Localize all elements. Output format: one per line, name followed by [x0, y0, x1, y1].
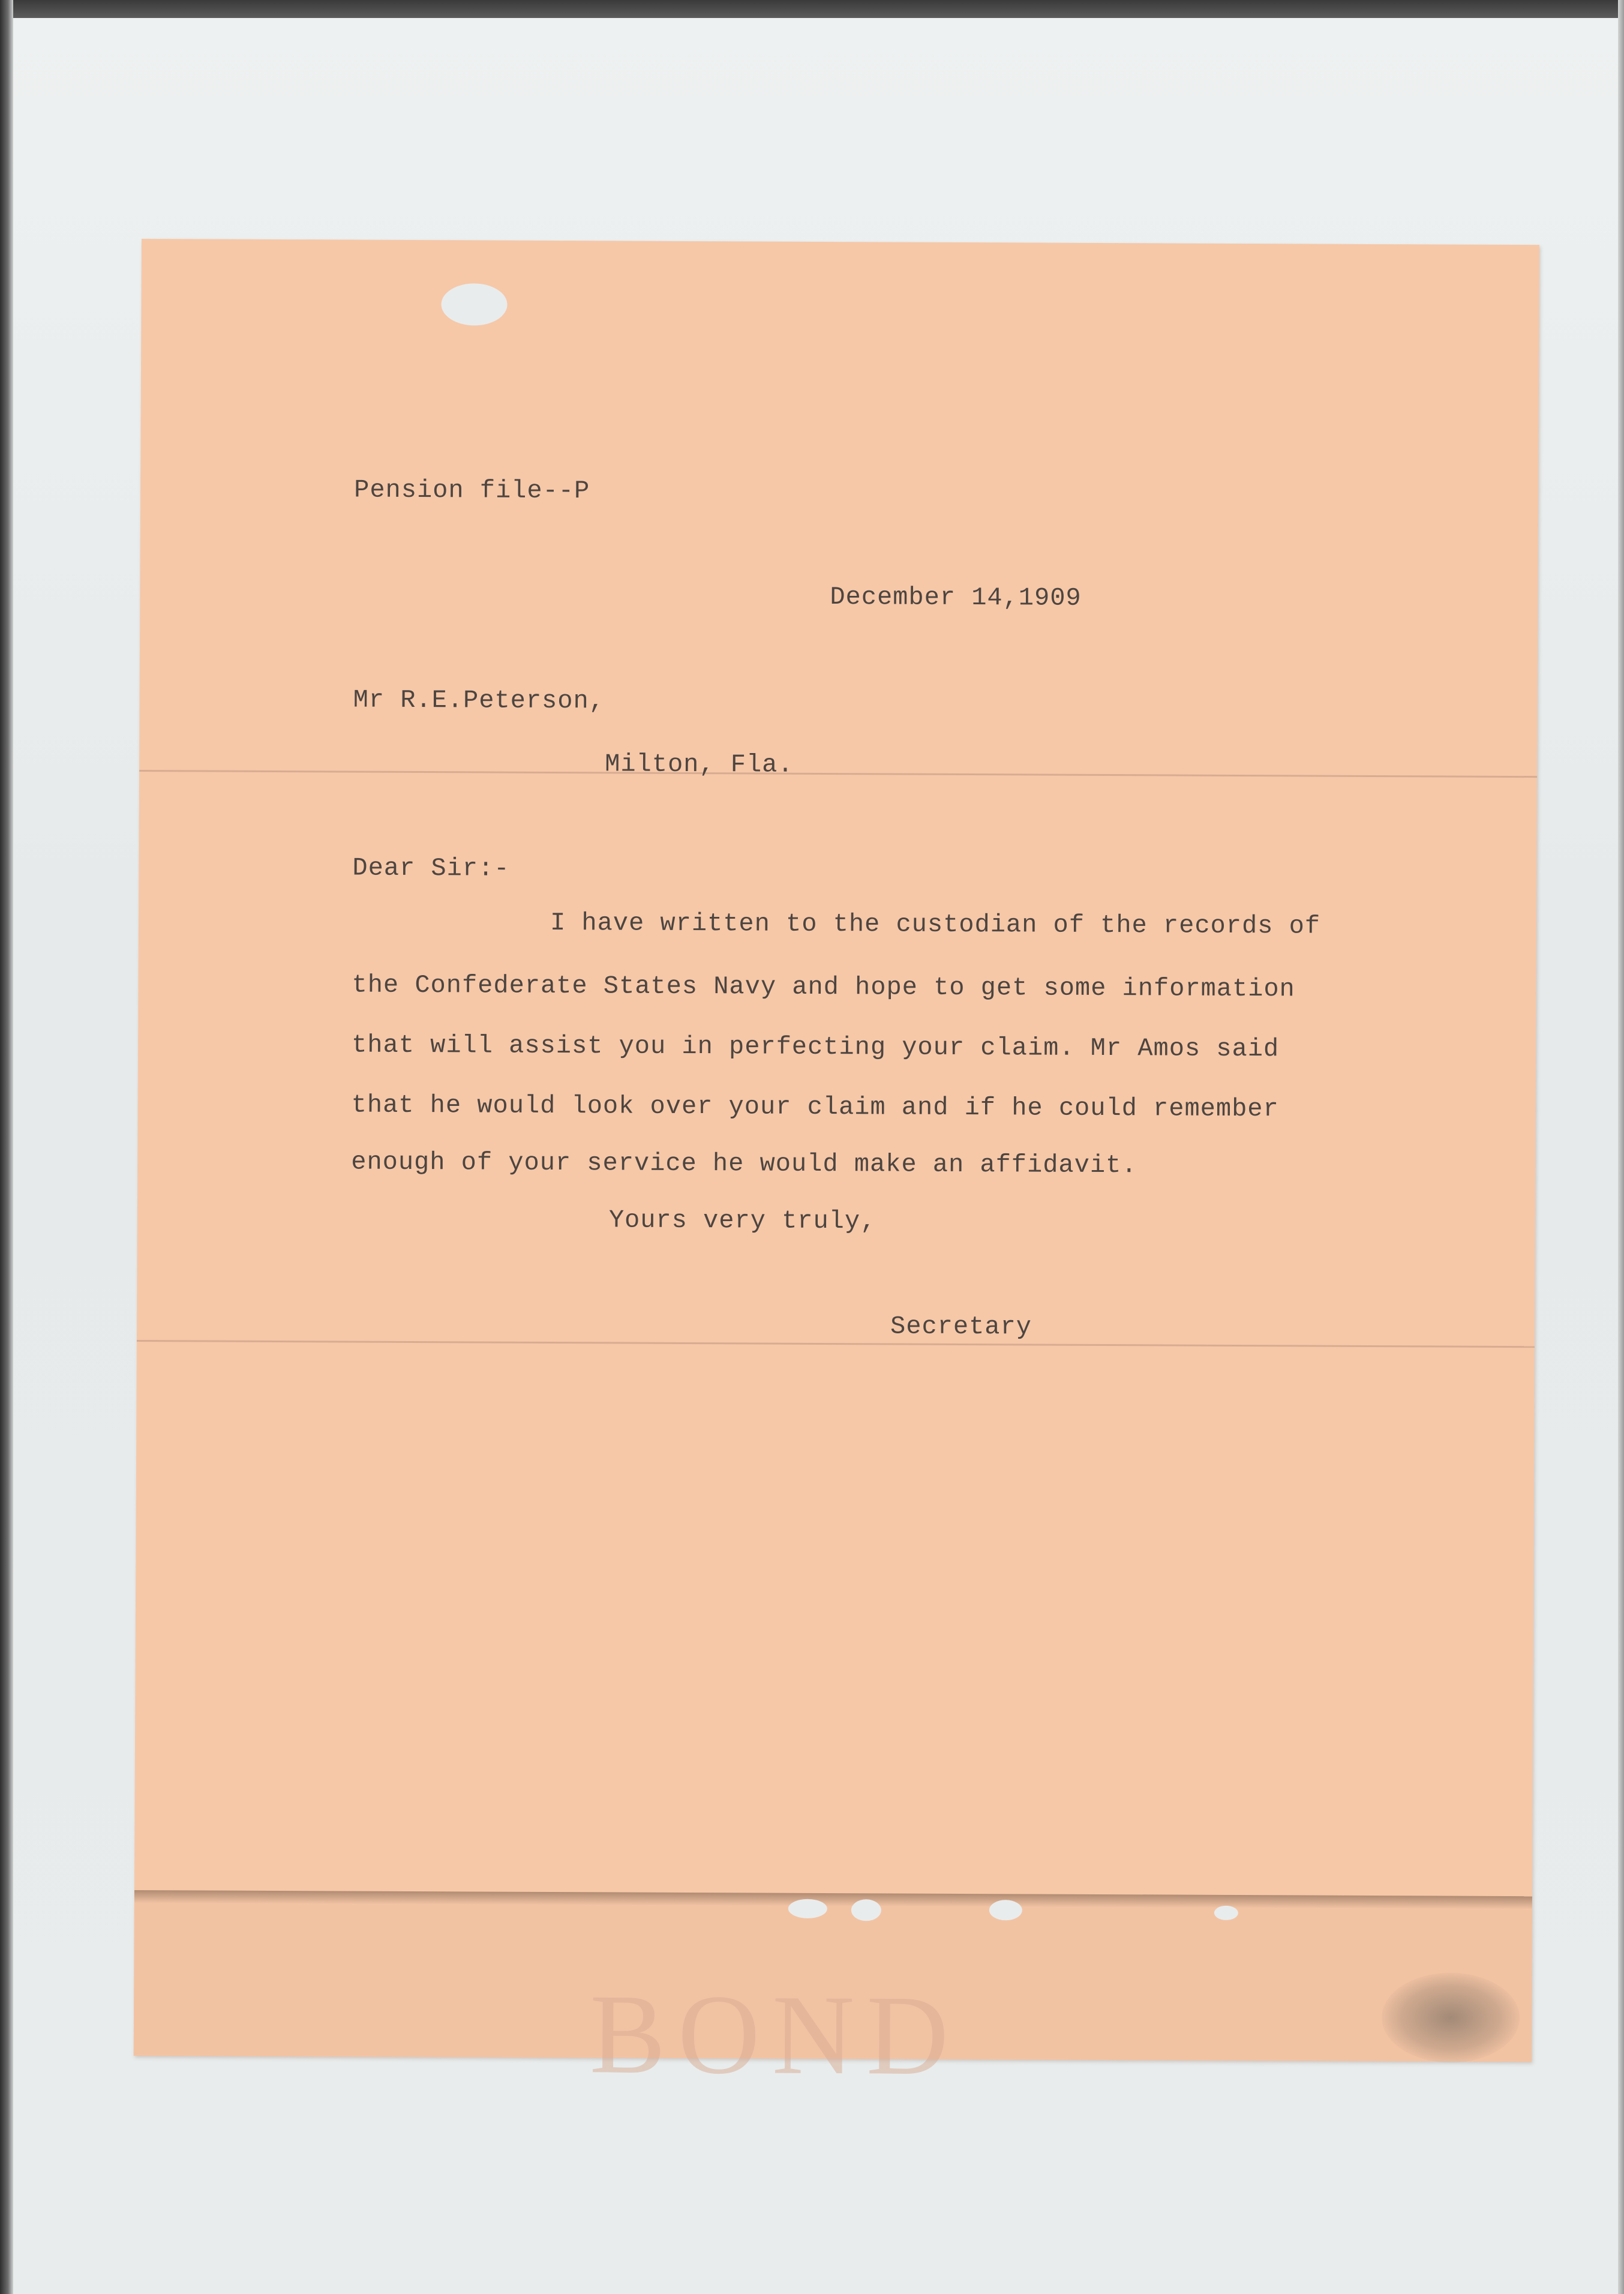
fold-line	[137, 1340, 1535, 1348]
scanner-left-edge	[0, 0, 13, 2294]
letter-date: December 14,1909	[830, 583, 1082, 613]
scanner-top-edge	[0, 0, 1624, 18]
salutation: Dear Sir:-	[352, 853, 510, 883]
addressee-name: Mr R.E.Peterson,	[353, 685, 605, 716]
file-reference: Pension file--P	[354, 475, 590, 506]
body-line: the Confederate States Navy and hope to get some information	[352, 970, 1295, 1004]
addressee-city: Milton, Fla.	[605, 749, 794, 779]
body-line: that he would look over your claim and if he could remember	[351, 1090, 1279, 1124]
signature-title: Secretary	[890, 1312, 1032, 1342]
paper-tear	[441, 283, 507, 325]
letter-sheet	[134, 239, 1539, 2099]
body-line: enough of your service he would make an affidavit.	[351, 1147, 1137, 1180]
paper-tear	[1214, 1906, 1238, 1920]
body-line: that will assist you in perfecting your claim. Mr Amos said	[352, 1030, 1280, 1064]
fold-line	[139, 770, 1537, 778]
paper-tear	[851, 1899, 881, 1921]
scanner-right-edge	[1618, 0, 1624, 2294]
complimentary-close: Yours very truly,	[608, 1206, 876, 1236]
watermark-bleed-through: BOND	[589, 1971, 961, 2099]
paper-tear	[989, 1900, 1022, 1920]
body-line: I have written to the custodian of the records of	[550, 908, 1321, 941]
paper-tear	[788, 1899, 827, 1918]
ink-smudge	[1382, 1972, 1520, 2063]
